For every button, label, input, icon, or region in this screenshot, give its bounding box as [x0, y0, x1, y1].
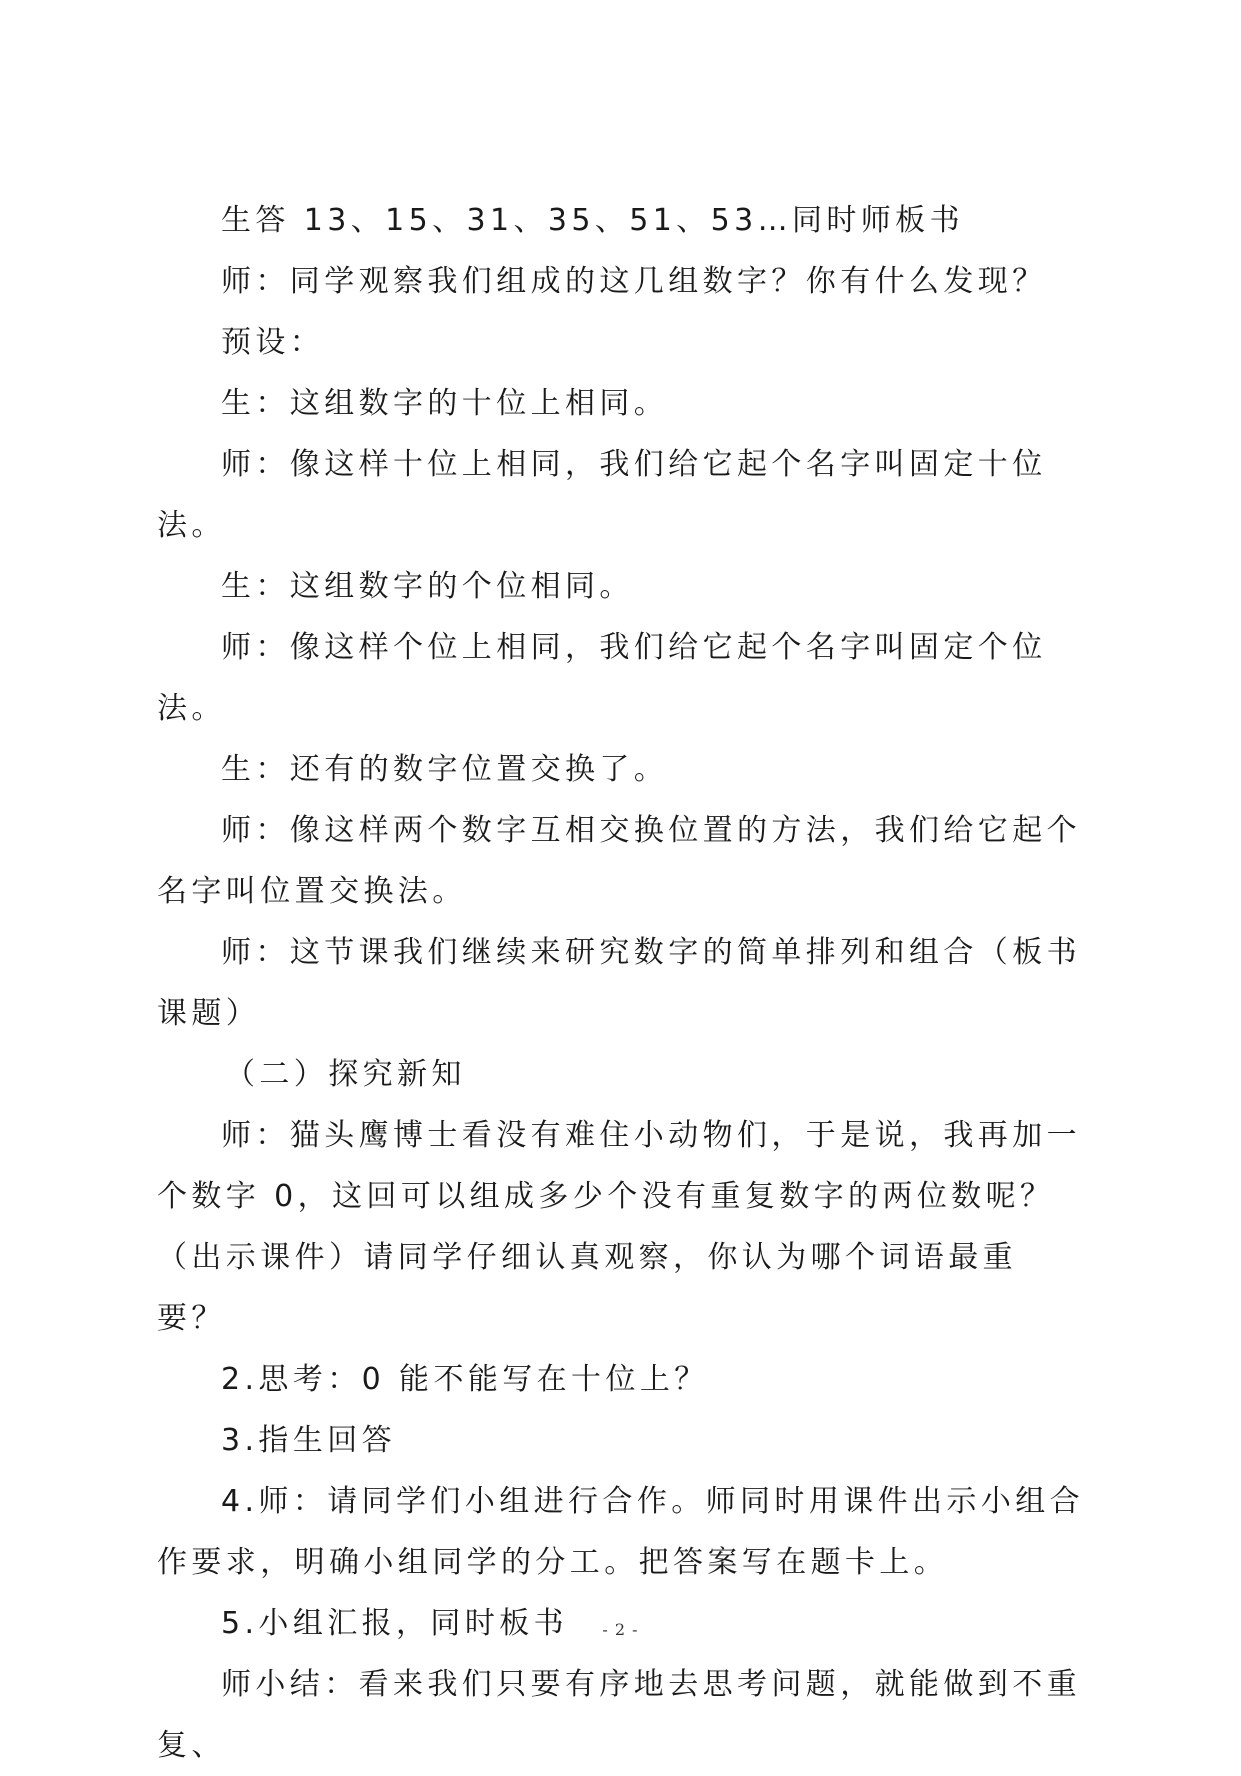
- paragraph-student-swap: 生：还有的数字位置交换了。: [221, 752, 669, 787]
- section-heading-explore: （二）探究新知: [225, 1057, 466, 1092]
- paragraph-summary: 师小结：看来我们只要有序地去思考问题，就能做到不重复、: [157, 1667, 1081, 1763]
- paragraph-preset: 预设：: [221, 325, 325, 360]
- paragraph-student-answer: 生答 13、15、31、35、51、53…同时师板书: [221, 203, 964, 238]
- paragraph-teacher-tens-method: 师：像这样十位上相同，我们给它起个名字叫固定十位法。: [157, 447, 1047, 543]
- paragraph-teacher-swap-method: 师：像这样两个数字互相交换位置的方法，我们给它起个名字叫位置交换法。: [157, 813, 1081, 909]
- paragraph-step-5: 5.小组汇报，同时板书: [221, 1606, 569, 1641]
- page-number: - 2 -: [602, 1620, 639, 1639]
- paragraph-lesson-topic: 师：这节课我们继续来研究数字的简单排列和组合（板书课题）: [157, 935, 1081, 1031]
- paragraph-teacher-ones-method: 师：像这样个位上相同，我们给它起个名字叫固定个位法。: [157, 630, 1047, 726]
- paragraph-step-4: 4.师：请同学们小组进行合作。师同时用课件出示小组合作要求，明确小组同学的分工。把答案写在题卡上。: [157, 1484, 1085, 1580]
- paragraph-owl-question: 师：猫头鹰博士看没有难住小动物们，于是说，我再加一个数字 0，这回可以组成多少个没有重复数字的两位数呢？（出示课件）请同学仔细认真观察，你认为哪个词语最重要？: [157, 1118, 1081, 1336]
- document-body: [157, 190, 1085, 1776]
- paragraph-teacher-question: 师：同学观察我们组成的这几组数字？你有什么发现？: [221, 264, 1047, 299]
- paragraph-student-tens: 生：这组数字的十位上相同。: [221, 386, 669, 421]
- paragraph-step-2: 2.思考：0 能不能写在十位上？: [221, 1362, 709, 1397]
- paragraph-student-ones: 生：这组数字的个位相同。: [221, 569, 634, 604]
- paragraph-step-3: 3.指生回答: [221, 1423, 397, 1458]
